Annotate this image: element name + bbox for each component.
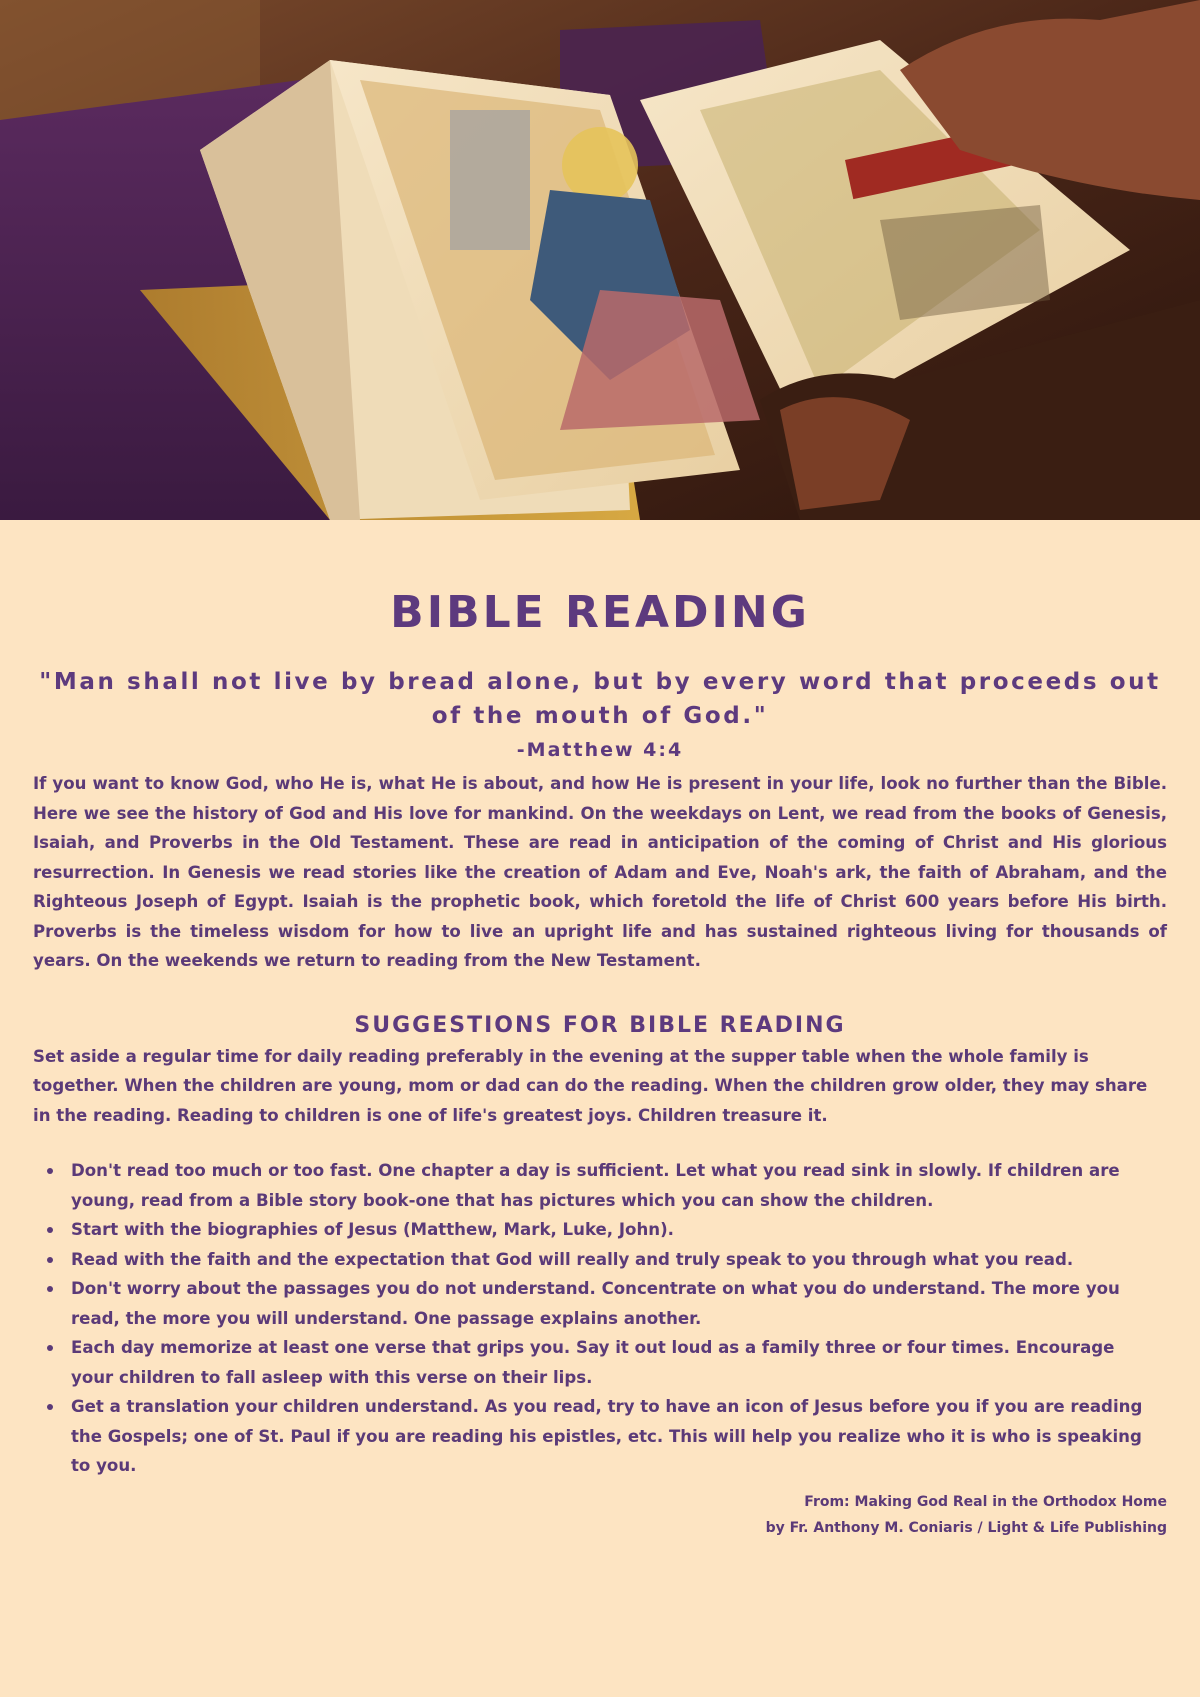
bullet-icon [47,1168,53,1174]
suggestions-heading: SUGGESTIONS FOR BIBLE READING [354,1012,846,1038]
main-content [33,520,1167,1541]
list-item-text: Don't worry about the passages you do not understand. Concentrate on what you do understand. The more you read, the more you will understand. One passage explains another. [71,1279,1120,1328]
scripture-reference: -Matthew 4:4 [516,739,684,761]
list-item [71,1156,1167,1215]
list-item-text: Don't read too much or too fast. One chapter a day is sufficient. Let what you read sink in slowly. If children are young, read from a Bible story book-one that has pictures which you can show the children. [71,1161,1120,1210]
source-citation [33,1489,1167,1541]
list-item [71,1245,1167,1275]
bullet-icon [47,1404,53,1410]
bullet-icon [47,1257,53,1263]
list-item-text: Get a translation your children understand. As you read, try to have an icon of Jesus before you if you are reading the Gospels; one of St. Paul if you are reading his epistles, etc. This will help you realize who it is who is speaking to you. [71,1397,1143,1475]
list-item-text: Read with the faith and the expectation that God will really and truly speak to you through what you read. [71,1249,1074,1269]
list-item-text: Each day memorize at least one verse that grips you. Say it out loud as a family three or four times. Encourage your children to fall asleep with this verse on their lips. [71,1338,1115,1387]
bullet-icon [47,1227,53,1233]
page-title: BIBLE READING [390,587,810,638]
source-line-2: by Fr. Anthony M. Coniaris / Light & Life Publishing [765,1519,1167,1536]
suggestions-intro: Set aside a regular time for daily reading preferably in the evening at the supper table when the whole family is together. When the children are young, mom or dad can do the reading. When the children grow older, they may share in the reading. Reading to children is one of life's greatest joys. Children treasure it. [33,1046,1148,1125]
list-item [71,1215,1167,1245]
bullet-icon [47,1286,53,1292]
list-item [71,1392,1167,1481]
list-item-text: Start with the biographies of Jesus (Matthew, Mark, Luke, John). [71,1220,674,1239]
list-item [71,1274,1167,1333]
source-line-1: From: Making God Real in the Orthodox Home [804,1493,1167,1510]
intro-paragraph: If you want to know God, who He is, what He is about, and how He is present in your life, look no further than the Bible. Here we see the history of God and His love for mankind. On the weekdays on Lent, we read from the books of Genesis, Isaiah, and Proverbs in the Old Testament. These are read in anticipation of the coming of Christ and His glorious resurrection. In Genesis we read stories like the creation of Adam and Eve, Noah's ark, the faith of Abraham, and the Righteous Joseph of Egypt. Isaiah is the prophetic book, which foretold the life of Christ 600 years before His birth. Proverbs is the timeless wisdom for how to live an upright life and has sustained righteous living for thousands of years. On the weekends we return to reading from the New Testament. [33,774,1167,970]
bullet-icon [47,1345,53,1351]
suggestions-list [33,1156,1167,1481]
list-item [71,1333,1167,1392]
hero-photo-open-bible [0,0,1200,520]
scripture-quote: "Man shall not live by bread alone, but by every word that proceeds out of the mouth of God." [39,669,1161,729]
